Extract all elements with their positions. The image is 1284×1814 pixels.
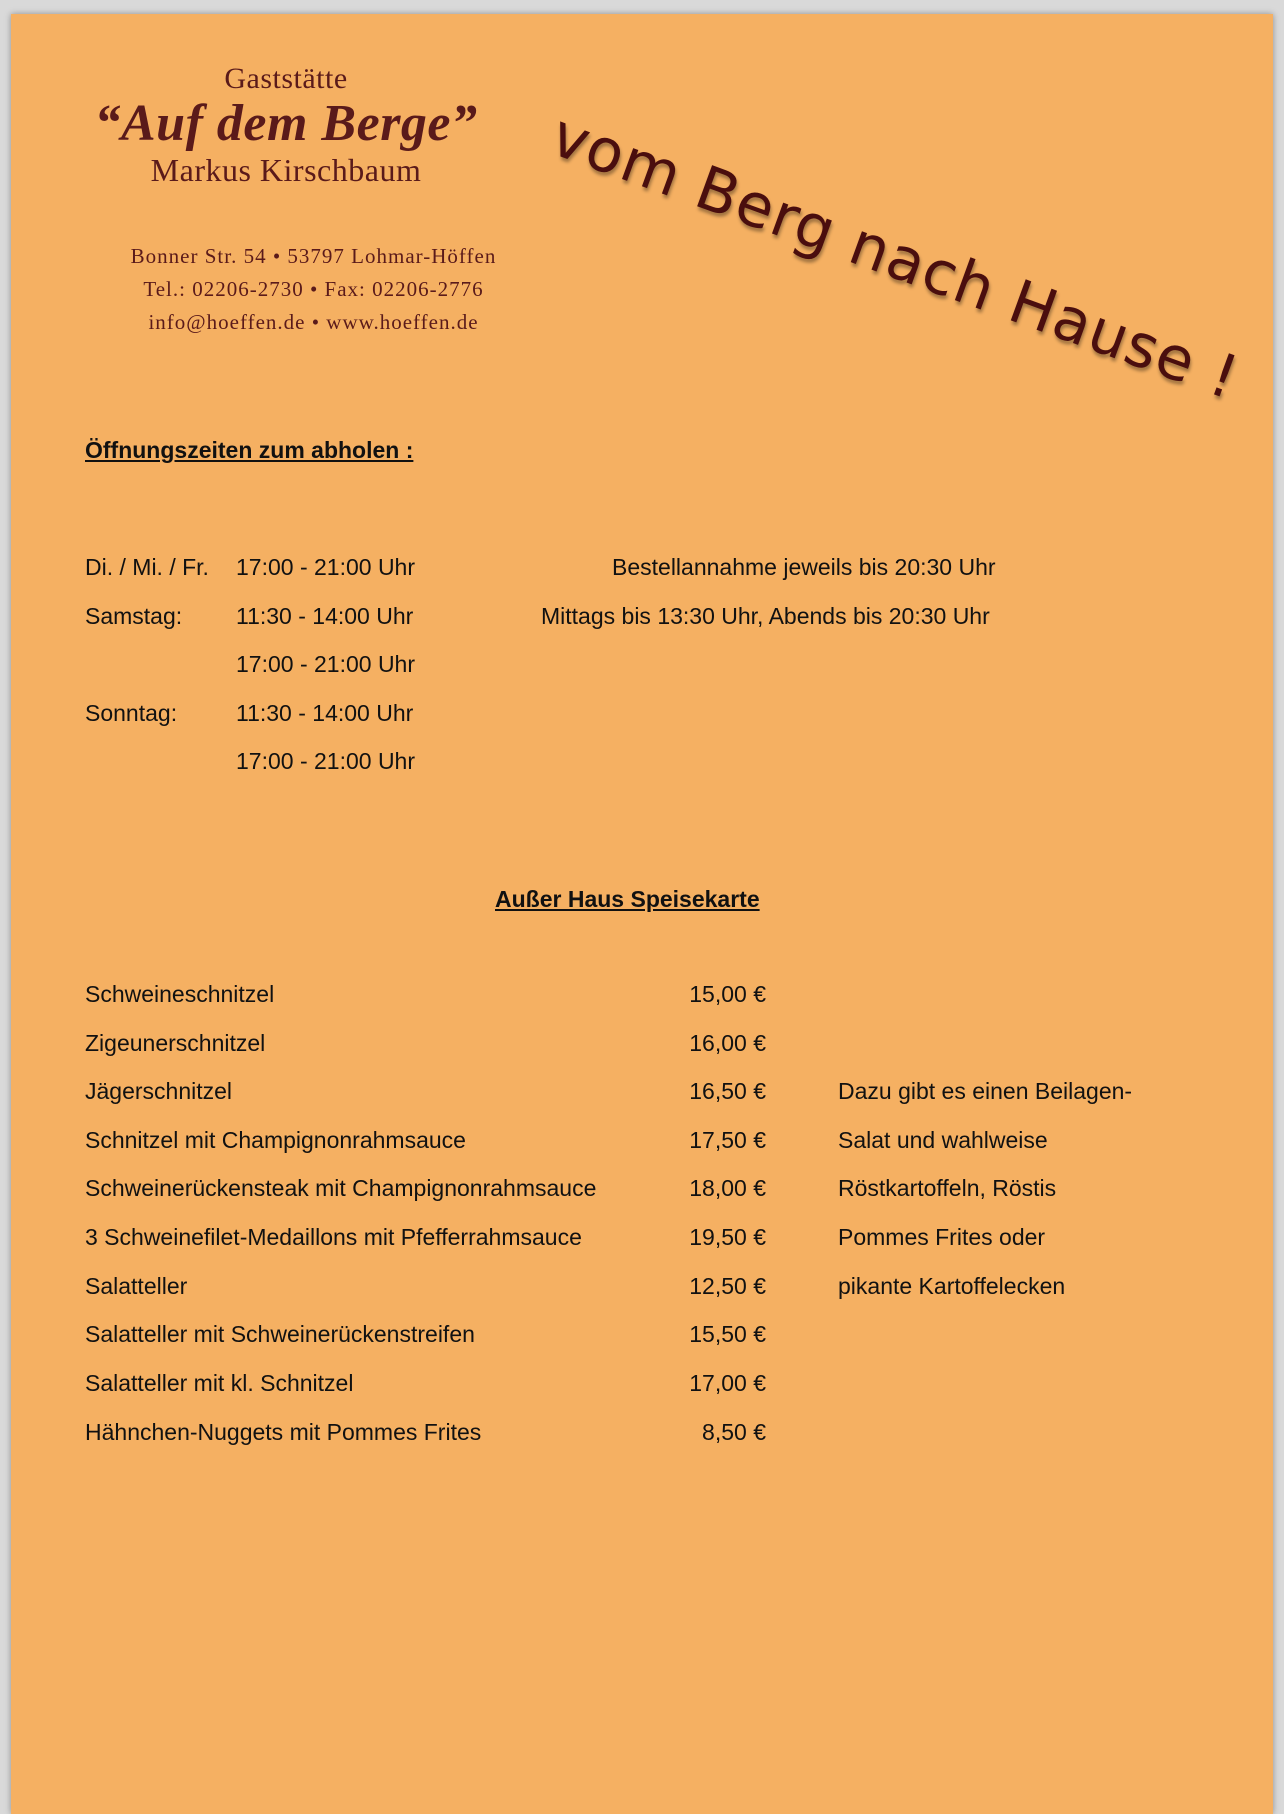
- menu-item-price: 12,50 €: [689, 1273, 766, 1299]
- contact-block: [91, 240, 536, 339]
- menu-item-name: Salatteller: [85, 1273, 188, 1299]
- menu-item-price: 15,50 €: [689, 1321, 766, 1347]
- menu-item-name: Schnitzel mit Champignonrahmsauce: [85, 1127, 466, 1153]
- menu-item-price: 18,00 €: [689, 1175, 766, 1201]
- menu-item-name: Schweineschnitzel: [85, 981, 275, 1007]
- side-note-line: Pommes Frites oder: [838, 1224, 1046, 1250]
- slogan: vom Berg nach Hause !: [542, 100, 1248, 414]
- address-line: Bonner Str. 54 • 53797 Lohmar-Höffen: [130, 244, 497, 268]
- side-note-line: Röstkartoffeln, Röstis: [838, 1175, 1057, 1201]
- menu-item-name: Schweinerückensteak mit Champignonrahmsauce: [85, 1175, 597, 1201]
- hours-time: 17:00 - 21:00 Uhr: [236, 748, 416, 774]
- hours-time: 17:00 - 21:00 Uhr: [236, 554, 416, 580]
- side-note-line: Dazu gibt es einen Beilagen-: [838, 1078, 1133, 1104]
- side-note-line: Salat und wahlweise: [838, 1127, 1048, 1153]
- menu-item-name: Hähnchen-Nuggets mit Pommes Frites: [85, 1419, 482, 1445]
- menu-page: [11, 14, 1273, 1814]
- hours-time: 17:00 - 21:00 Uhr: [236, 651, 416, 677]
- menu-item-name: 3 Schweinefilet-Medaillons mit Pfefferrahmsauce: [85, 1224, 582, 1250]
- menu-item-name: Salatteller mit kl. Schnitzel: [85, 1370, 354, 1396]
- menu-item-price: 17,50 €: [689, 1127, 766, 1153]
- hours-day: Sonntag:: [85, 700, 178, 726]
- letterhead-type: Gaststätte: [224, 62, 348, 95]
- menu-item-price: 19,50 €: [689, 1224, 766, 1250]
- letterhead: [86, 62, 486, 188]
- hours-time: 11:30 - 14:00 Uhr: [236, 603, 414, 629]
- hours-time: 11:30 - 14:00 Uhr: [236, 700, 414, 726]
- hours-day: Samstag:: [85, 603, 183, 629]
- hours-title: Öffnungszeiten zum abholen :: [85, 437, 414, 463]
- hours-day: Di. / Mi. / Fr.: [85, 554, 209, 580]
- owner-name: Markus Kirschbaum: [150, 152, 422, 188]
- menu-item-price: 16,50 €: [689, 1078, 766, 1104]
- menu-item-name: Zigeunerschnitzel: [85, 1030, 266, 1056]
- menu-item-name: Salatteller mit Schweinerückenstreifen: [85, 1321, 475, 1347]
- phone-line: Tel.: 02206-2730 • Fax: 02206-2776: [143, 277, 484, 301]
- side-note-line: pikante Kartoffelecken: [838, 1273, 1066, 1299]
- hours-note: Mittags bis 13:30 Uhr, Abends bis 20:30 Uhr: [541, 603, 990, 629]
- menu-item-price: 8,50 €: [702, 1419, 766, 1445]
- hours-note: Bestellannahme jeweils bis 20:30 Uhr: [612, 554, 996, 580]
- web-line: info@hoeffen.de • www.hoeffen.de: [148, 310, 479, 334]
- menu-title: Außer Haus Speisekarte: [495, 886, 760, 912]
- menu-item-price: 15,00 €: [689, 981, 766, 1007]
- menu-item-price: 16,00 €: [689, 1030, 766, 1056]
- menu-item-price: 17,00 €: [689, 1370, 766, 1396]
- restaurant-name: “Auf dem Berge”: [94, 95, 478, 152]
- menu-item-name: Jägerschnitzel: [85, 1078, 233, 1104]
